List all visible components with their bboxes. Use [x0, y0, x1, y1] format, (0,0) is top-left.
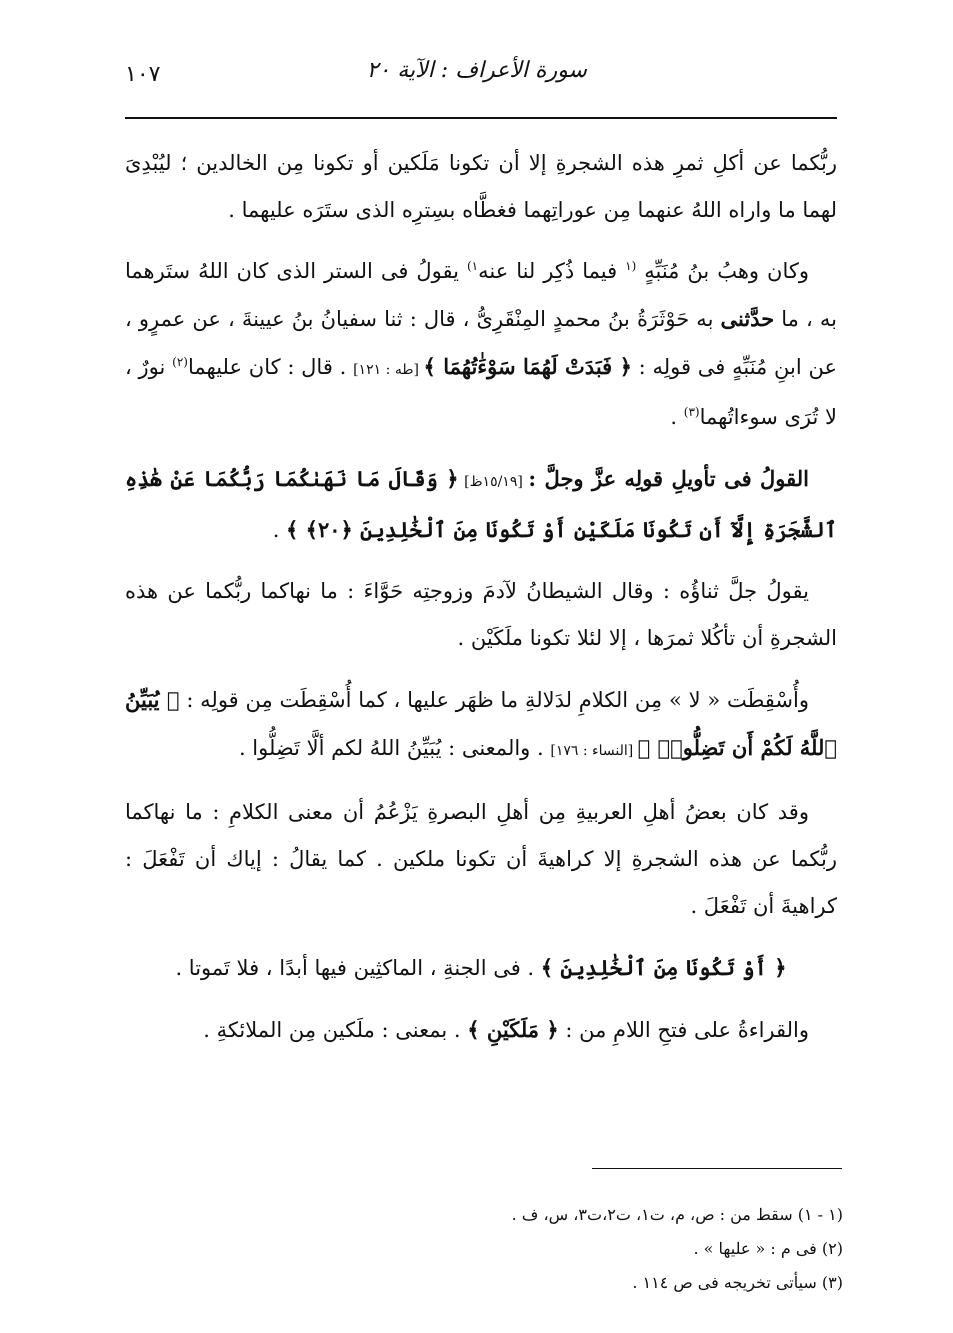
paragraph-2-text-e: . قال : كان عليهما	[187, 355, 354, 379]
page-header	[125, 58, 837, 98]
footnote-3-marker: (٣)	[683, 405, 700, 419]
manuscript-ref: [١٥/١٩ظ]	[458, 474, 529, 490]
footnote-3: (٣) سيأتى تخريجه فى ص ١١٤ .	[632, 1273, 843, 1292]
section-heading: القولُ فى تأويلِ قولِه عزَّ وجلَّ :	[528, 466, 810, 491]
isnad-haddathani: حدَّثنى	[720, 306, 775, 331]
footnotes	[243, 1198, 843, 1300]
footnote-2-marker: (٢)	[172, 355, 188, 369]
paragraph-2-text-g: .	[670, 405, 684, 429]
paragraph-3-end: .	[272, 518, 287, 542]
paragraph-4	[125, 568, 837, 662]
paragraph-6	[125, 789, 837, 930]
footnote-1: (١ - ١) سقط من : ص، م، ت١، ت٢،ت٣، س، ف .	[511, 1205, 843, 1224]
footnote-1-close-marker: ١)	[466, 259, 479, 273]
page-number: ١٠٧	[125, 62, 161, 87]
paragraph-7-text: . فى الجنةِ ، الماكثِين فيها أبدًا ، فلا تَموتا .	[175, 956, 541, 980]
paragraph-5	[125, 676, 837, 775]
quran-quote-malakayn: ﴿ مَلَكَيْنِ ﴾	[467, 1017, 559, 1042]
main-text	[125, 140, 837, 1068]
footnote-rule	[592, 1168, 842, 1169]
paragraph-8-text-a: والقراءةُ على فتحِ اللامِ من :	[558, 1018, 809, 1042]
paragraph-1-text: ربُّكما عن أكلِ ثمرِ هذه الشجرةِ إلا أن تكونا مَلَكين أو تكونا مِن الخالدين ؛ ليُبْدِىَ لهما ما واراه اللهُ عنهما مِن عوراتِهما فغطَّاه بسِترِه الذى ستَرَه عليهما .	[125, 151, 837, 222]
paragraph-2-text-c: يقولُ فى الستر الذى كان اللهُ ستَرهما به ، ما	[125, 259, 837, 331]
running-title: سورة الأعراف : الآية ٢٠	[366, 58, 587, 83]
quran-verse-20: ﴿ وَقَالَ مَا نَهَىٰكُمَا رَبُّكُمَا عَنْ هَٰذِهِ ٱلشَّجَرَةِ إِلَّآ أَن تَكُونَا مَلَكَيْنِ أَوْ تَكُونَا مِنَ ٱلْخَٰلِدِينَ ﴿٢٠﴾ ﴾	[125, 466, 837, 542]
quran-ref-nisa: [النساء : ١٧٦]	[550, 743, 638, 759]
paragraph-2-text-b: فيما ذُكِر لنا عنه	[478, 259, 626, 283]
paragraph-7	[125, 944, 837, 992]
paragraph-2-text-d: به حَوْثَرَةُ بنُ محمدٍ المِنْقَرِىُّ ، قال : ثنا سفيانُ بنُ عيينةَ ، عن عمرٍو ، عن ابنِ مُنَبِّهٍ فى قولِه :	[125, 307, 837, 379]
paragraph-2	[125, 248, 837, 441]
paragraph-3	[125, 455, 837, 554]
paragraph-1	[125, 140, 837, 234]
paragraph-4-text: يقولُ جلَّ ثناؤُه : وقال الشيطانُ لآدمَ وزوجتِه حَوَّاءَ : ما نهاكما ربُّكما عن هذه الشجرةِ أن تأكُلا ثمرَها ، إلا لئلا تكونا ملَكَيْن .	[125, 579, 837, 650]
footnote-1-open-marker: (١	[625, 259, 637, 273]
paragraph-5-text-a: وأُسْقِطَت « لا » مِن الكلامِ لدَلالةِ ما ظهَر عليها ، كما أُسْقِطَت مِن قولِه :	[179, 688, 810, 712]
quran-quote-khalidin: ﴿ أَوْ تَكُونَا مِنَ ٱلْخَٰلِدِينَ ﴾	[540, 955, 787, 980]
quran-ref-taha: [طه : ١٢١]	[353, 362, 424, 378]
paragraph-6-text: وقد كان بعضُ أهلِ العربيةِ مِن أهلِ البصرةِ يَزْعُمُ أن معنى الكلامِ : ما نهاكما ربُّكما عن هذه الشجرةِ إلا كراهيةَ أن تكونا ملكين . كما يقالُ : إياك أن تَفْعَلَ : كراهيةَ أن تَفْعَلَ .	[125, 800, 837, 918]
footnote-2: (٢) فى م : « عليها » .	[693, 1239, 843, 1258]
header-rule	[125, 117, 837, 119]
paragraph-2-text-a: وكان وهبُ بنُ مُنَبِّهٍ	[636, 259, 809, 283]
paragraph-2-text-f: نورٌ ، لا تُرَى سوءاتُهما	[125, 355, 837, 429]
quran-quote-taha: ﴿ فَبَدَتْ لَهُمَا سَوْءَٰتُهُمَا ﴾	[423, 354, 632, 379]
paragraph-8-text-b: . بمعنى : ملَكين مِن الملائكةِ .	[203, 1018, 468, 1042]
paragraph-5-text-b: . والمعنى : يُبَيِّنُ اللهُ لكم ألَّا تَضِلُّوا .	[238, 736, 551, 760]
paragraph-8	[125, 1006, 837, 1054]
quran-quote-nisa: ﴿ يُبَيِّنُ ٱللَّهُ لَكُمْ أَن تَضِلُّوا۟ ﴾	[125, 687, 837, 760]
